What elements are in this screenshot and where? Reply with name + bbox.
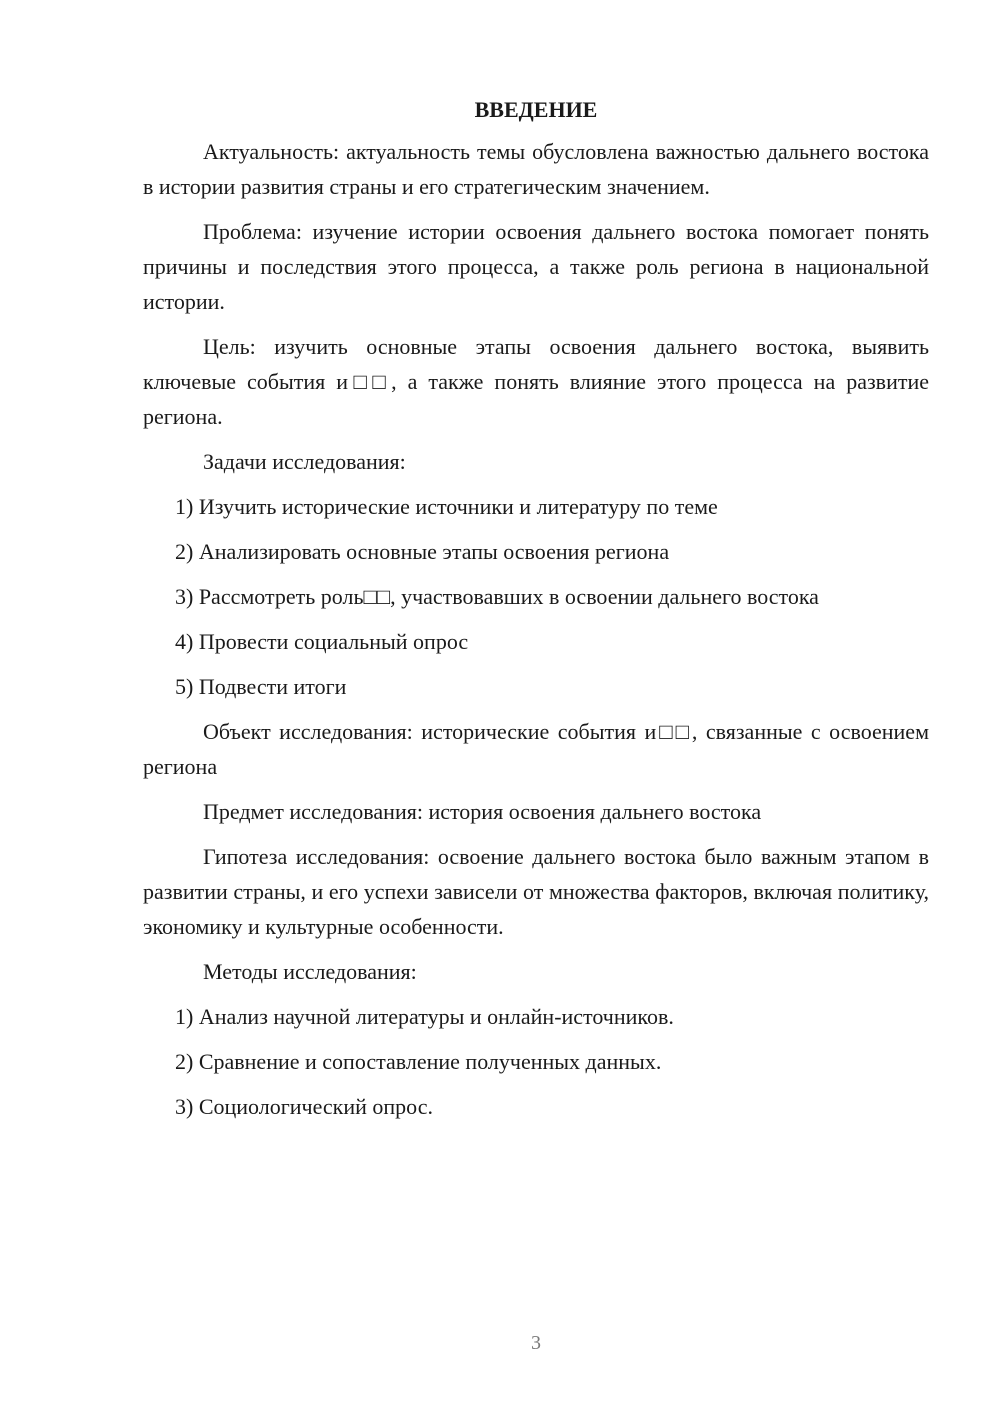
page-title: ВВЕДЕНИЕ (474, 97, 598, 122)
paragraph-relevance: Актуальность: актуальность темы обусловлена важностью дальнего востока в истории развития страны и его стратегическим значением. (143, 139, 929, 199)
page-number: 3 (531, 1332, 541, 1354)
page-content (143, 92, 929, 1134)
paragraph-subject: Предмет исследования: история освоения дальнего востока (203, 799, 762, 824)
method-item: 3) Социологический опрос. (175, 1094, 433, 1119)
task-item: 1) Изучить исторические источники и литературу по теме (175, 494, 718, 519)
paragraph-goal: Цель: изучить основные этапы освоения дальнего востока, выявить ключевые события и□□, а также понять влияние этого процесса на развитие региона. (143, 334, 929, 429)
methods-heading: Методы исследования: (203, 959, 417, 984)
paragraph-hypothesis: Гипотеза исследования: освоение дальнего востока было важным этапом в развитии страны, и его успехи зависели от множества факторов, включая политику, экономику и культурные особенности. (143, 844, 929, 939)
method-item: 1) Анализ научной литературы и онлайн-источников. (175, 1004, 674, 1029)
paragraph-problem: Проблема: изучение истории освоения дальнего востока помогает понять причины и последствия этого процесса, а также роль региона в национальной истории. (143, 219, 929, 314)
tasks-heading: Задачи исследования: (203, 449, 406, 474)
task-item: 5) Подвести итоги (175, 674, 347, 699)
task-item: 2) Анализировать основные этапы освоения региона (175, 539, 670, 564)
method-item: 2) Сравнение и сопоставление полученных данных. (175, 1049, 662, 1074)
task-item: 3) Рассмотреть роль□□, участвовавших в освоении дальнего востока (175, 584, 819, 609)
paragraph-object: Объект исследования: исторические события и□□, связанные с освоением региона (143, 719, 929, 779)
task-item: 4) Провести социальный опрос (175, 629, 469, 654)
